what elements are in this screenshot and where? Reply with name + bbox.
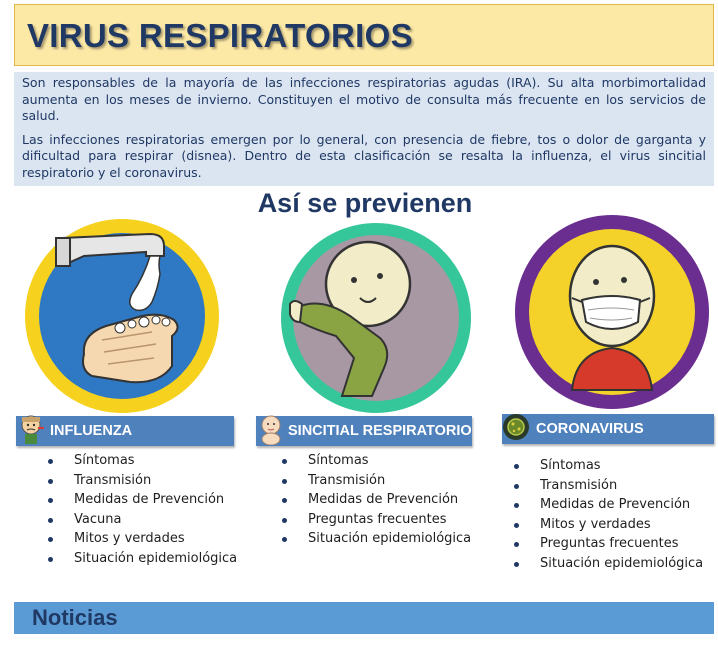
intro-box: [14, 72, 714, 186]
news-title: Noticias: [32, 605, 118, 630]
influenza-header[interactable]: [16, 416, 234, 446]
face-mask-image: [512, 212, 712, 412]
coronavirus-link-symptoms[interactable]: Síntomas: [512, 456, 703, 476]
sincitial-link-transmission[interactable]: Transmisión: [280, 471, 471, 491]
intro-paragraph-1: Son responsables de la mayoría de las infecciones respiratorias agudas (IRA). Su alta morbimortalidad aumenta en los meses de invierno. Constituyen el motivo de consulta más frecuente en los servicios de salud.: [22, 75, 706, 123]
influenza-link-myths[interactable]: Mitos y verdades: [46, 529, 237, 549]
influenza-link-epidemiology[interactable]: Situación epidemiológica: [46, 549, 237, 569]
influenza-link-transmission[interactable]: Transmisión: [46, 471, 237, 491]
coronavirus-link-prevention[interactable]: Medidas de Prevención: [512, 495, 703, 515]
influenza-link-prevention[interactable]: Medidas de Prevención: [46, 490, 237, 510]
coronavirus-link-faq[interactable]: Preguntas frecuentes: [512, 534, 703, 554]
sick-person-icon: [16, 413, 46, 445]
influenza-link-symptoms[interactable]: Síntomas: [46, 451, 237, 471]
influenza-title: INFLUENZA: [50, 423, 133, 439]
handwashing-image: [22, 216, 222, 416]
coronavirus-link-myths[interactable]: Mitos y verdades: [512, 515, 703, 535]
title-banner: [14, 4, 714, 66]
coronavirus-link-transmission[interactable]: Transmisión: [512, 476, 703, 496]
influenza-links: [46, 451, 237, 568]
news-bar[interactable]: [14, 602, 714, 634]
prevention-title: Así se previenen: [257, 188, 473, 218]
virus-icon: [502, 411, 532, 443]
sincitial-links: [280, 451, 471, 549]
sincitial-link-faq[interactable]: Preguntas frecuentes: [280, 510, 471, 530]
sincitial-link-prevention[interactable]: Medidas de Prevención: [280, 490, 471, 510]
sincitial-link-epidemiology[interactable]: Situación epidemiológica: [280, 529, 471, 549]
intro-paragraph-2: Las infecciones respiratorias emergen por lo general, con presencia de fiebre, tos o dolor de garganta y dificultad para respirar (disnea). Dentro de esta clasificación se resalta la influenza, el virus sincitial respiratorio y el coronavirus.: [22, 131, 706, 180]
sincitial-title: SINCITIAL RESPIRATORIO: [288, 423, 472, 439]
baby-icon: [256, 413, 286, 445]
sincitial-header[interactable]: [256, 416, 472, 446]
coronavirus-links: [512, 456, 703, 573]
coronavirus-link-epidemiology[interactable]: Situación epidemiológica: [512, 554, 703, 574]
coronavirus-header[interactable]: [502, 414, 714, 444]
sincitial-link-symptoms[interactable]: Síntomas: [280, 451, 471, 471]
cough-elbow-image: [276, 218, 476, 418]
coronavirus-title: CORONAVIRUS: [536, 421, 644, 437]
influenza-link-vaccine[interactable]: Vacuna: [46, 510, 237, 530]
page-title: VIRUS RESPIRATORIOS: [27, 17, 413, 54]
